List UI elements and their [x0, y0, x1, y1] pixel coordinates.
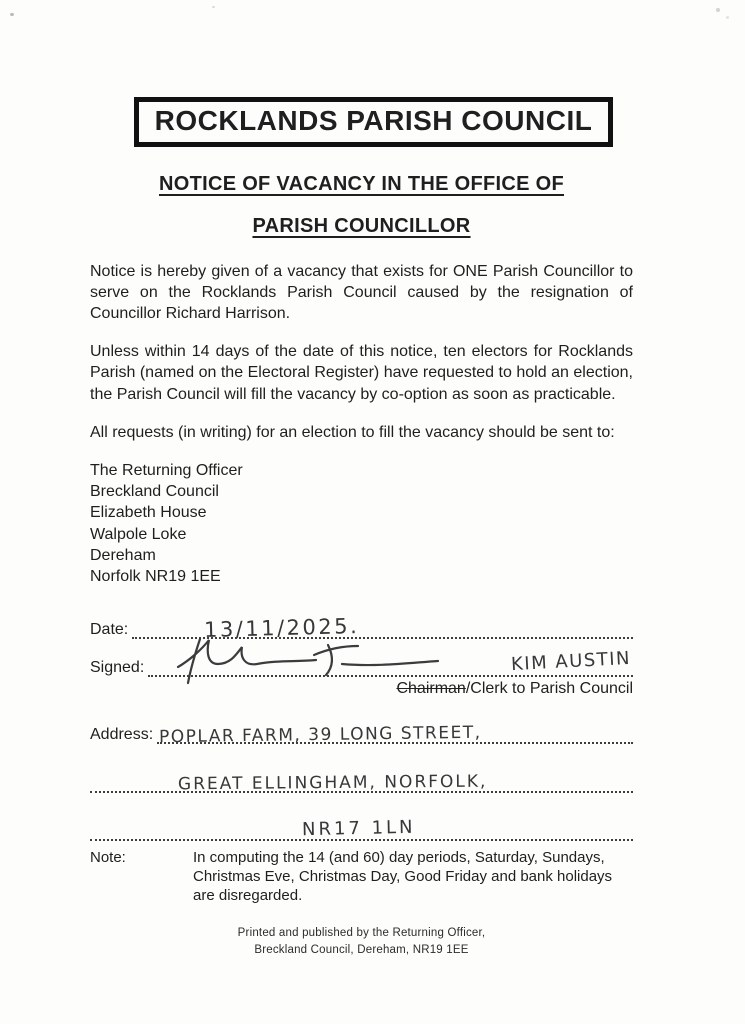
paragraph-election-conditions: Unless within 14 days of the date of this notice, ten electors for Rocklands Parish (named on the Electoral Register) have requested to hold an election, the Parish Council will fill the vacancy by co-option as soon as practicable.: [90, 343, 633, 403]
council-title: ROCKLANDS PARISH COUNCIL: [154, 105, 593, 136]
address-line: Dereham: [90, 546, 156, 564]
notice-heading-line2: PARISH COUNCILLOR: [252, 215, 471, 237]
address-line: The Returning Officer: [90, 461, 243, 479]
signatory-address-row: [90, 722, 633, 748]
paragraph-requests: All requests (in writing) for an election to fill the vacancy should be sent to:: [90, 423, 615, 441]
note-section: [90, 848, 633, 905]
role-clerk: /Clerk to Parish Council: [465, 680, 633, 698]
returning-officer-address: [90, 460, 633, 588]
address-dotted-line-1: [157, 722, 633, 748]
note-text: In computing the 14 (and 60) day periods, Saturday, Sundays, Christmas Eve, Christmas Day, Good Friday and bank holidays are disregarded.: [193, 849, 613, 905]
address-line: Norfolk NR19 1EE: [90, 568, 221, 586]
date-label: Date:: [90, 621, 129, 639]
signed-dotted-line: [148, 648, 633, 677]
handwritten-address-line3: NR17 1LN: [301, 817, 416, 841]
address-label: Address:: [90, 726, 154, 744]
handwritten-address-line1: POPLAR FARM, 39 LONG STREET,: [159, 723, 482, 748]
role-chairman-struck: Chairman: [396, 680, 466, 698]
handwritten-printed-name: KIM AUSTIN: [510, 648, 632, 676]
address-line: Breckland Council: [90, 483, 219, 501]
footer-line1: Printed and published by the Returning Officer,: [237, 926, 486, 939]
note-label: Note:: [90, 849, 126, 867]
council-title-box: [134, 97, 614, 147]
notice-heading-line1: NOTICE OF VACANCY IN THE OFFICE OF: [158, 173, 565, 195]
address-dotted-line-2: [90, 771, 633, 793]
handwritten-address-line2: GREAT ELLINGHAM, NORFOLK,: [177, 772, 488, 795]
scan-speck: [716, 8, 720, 12]
scan-speck: [10, 13, 14, 16]
printed-published-footer: [90, 925, 633, 961]
signed-label: Signed:: [90, 659, 145, 677]
scan-speck: [726, 16, 729, 19]
handwritten-signature: [176, 633, 476, 687]
address-line: Walpole Loke: [90, 525, 187, 543]
handwritten-date: 13/11/2025.: [203, 614, 360, 643]
address-dotted-line-3: [90, 819, 633, 841]
paragraph-vacancy: Notice is hereby given of a vacancy that exists for ONE Parish Councillor to serve on the Rocklands Parish Council caused by the resignation of Councillor Richard Harrison.: [90, 263, 633, 323]
address-line: Elizabeth House: [90, 504, 207, 522]
footer-line2: Breckland Council, Dereham, NR19 1EE: [254, 944, 469, 957]
signed-row: [90, 648, 633, 677]
